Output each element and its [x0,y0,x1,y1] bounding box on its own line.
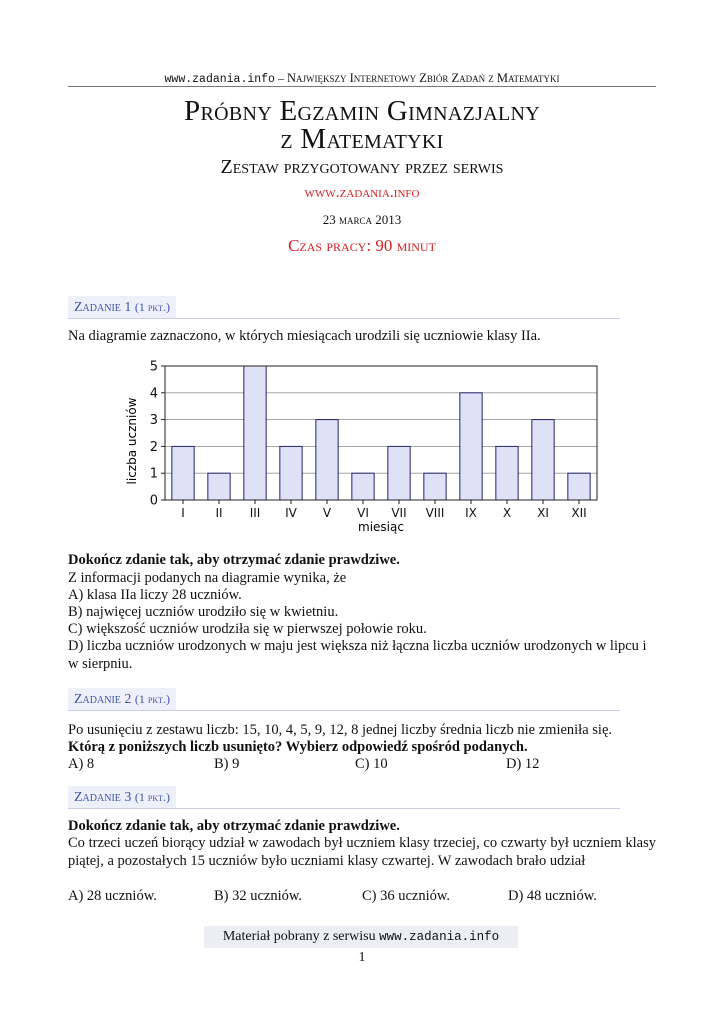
chart-x-tick-label: XII [571,506,587,520]
exam-date: 23 marca 2013 [322,212,402,227]
chart-bar-VII [388,446,410,500]
chart-bar-IX [460,393,482,500]
exam-subtitle: Zestaw przygotowany przez serwis [220,156,504,178]
task-1-rule [68,318,620,319]
task-3-answer-c[interactable]: C) 36 uczniów. [362,888,451,904]
chart-x-tick-label: VII [391,506,407,520]
chart-y-tick-label: 0 [149,493,158,509]
exam-time: Czas pracy: 90 minut [288,236,436,255]
task-2-answer-c[interactable]: C) 10 [355,756,388,772]
task-2-header [68,688,620,710]
task-2-question: Którą z poniższych liczb usunięto? Wybierz odpowiedź spośród podanych. [68,739,528,755]
chart-bar-X [496,446,518,500]
header-site[interactable]: www.zadania.info [164,73,275,86]
chart-bar-VIII [424,473,446,500]
chart-bar-III [244,366,266,500]
task-2-text: Po usunięciu z zestawu liczb: 15, 10, 4, 5, 9, 12, 8 jednej liczby średnia liczb nie zmieniła się. [68,722,613,738]
task-1-option-a[interactable]: A) klasa IIa liczy 28 uczniów. [68,587,242,603]
chart-x-tick-label: VI [357,506,369,520]
chart-x-tick-label: III [249,506,261,520]
task-1-points: (1 pkt.) [134,300,170,314]
task-1-option-c[interactable]: C) większość uczniów urodziła się w pierwszej połowie roku. [68,621,427,637]
task-1-label: Zadanie 1 [74,300,132,315]
task-3-label: Zadanie 3 [74,790,132,805]
header-rule [68,86,656,87]
task-3-header [68,786,620,808]
task-2-answer-d[interactable]: D) 12 [506,756,540,772]
task-1-label-box [68,296,176,319]
task-3-rule [68,808,620,809]
chart-bars [172,366,590,500]
chart-y-axis-label: liczba uczniów [125,397,139,485]
footer-text: Materiał pobrany z serwisu [222,929,380,944]
task-3-answer-a[interactable]: A) 28 uczniów. [68,888,157,904]
chart-x-tick-label: VIII [425,506,445,520]
chart-y-tick-label: 1 [149,466,158,482]
task-1-option-b[interactable]: B) najwięcej uczniów urodziło się w kwietniu. [68,604,339,620]
chart-y-tick-label: 2 [149,439,158,455]
chart-x-tick-label: X [502,506,512,520]
task-3-answer-b[interactable]: B) 32 uczniów. [214,888,303,904]
footer-site-link[interactable]: www.zadania.info [379,930,500,944]
chart-bar-II [208,473,230,500]
task-2-label: Zadanie 2 [74,692,132,707]
header-tagline: Największy Internetowy Zbiór Zadań z Matematyki [286,71,560,85]
task-2-points: (1 pkt.) [134,692,170,706]
task-1-header [68,296,620,318]
exam-title: Próbny Egzamin Gimnazjalny [184,95,540,127]
chart-x-tick-label: I [181,506,185,520]
task-3-answer-d[interactable]: D) 48 uczniów. [508,888,597,904]
chart-x-tick-label: II [215,506,223,520]
task-3-text: Co trzeci uczeń biorący udział w zawodach był uczniem klasy trzeciej, co czwarty był uczniem klasy piątej, a pozostałych 15 uczniów było uczniami klasy czwartej. W zawodach brało udział [68,835,656,869]
chart-y-tick-label: 3 [149,413,158,429]
chart-y-tick-label: 5 [149,359,158,375]
chart-bar-XI [532,420,554,500]
task-1-lead: Z informacji podanych na diagramie wynika, że [68,570,347,586]
task-3-label-box [68,786,176,809]
task-1-instruction: Dokończ zdanie tak, aby otrzymać zdanie prawdziwe. [68,552,400,568]
task-2-rule [68,710,620,711]
exam-title-line2: z Matematyki [280,123,444,155]
task-2-label-box [68,688,176,711]
chart-bar-IV [280,446,302,500]
page-footer [204,926,518,948]
task-1-intro: Na diagramie zaznaczono, w których miesiącach urodzili się uczniowie klasy IIa. [68,328,541,344]
page-header [68,70,656,86]
chart-bar-V [316,420,338,500]
task-2-answer-b[interactable]: B) 9 [214,756,240,772]
page-number: 1 [358,950,366,965]
exam-site-link[interactable]: www.zadania.info [304,184,420,201]
chart-x-tick-label: IV [285,506,297,520]
birth-month-chart [120,356,620,536]
chart-x-tick-label: IX [465,506,477,520]
task-3-points: (1 pkt.) [134,790,170,804]
chart-y-tick-label: 4 [149,386,158,402]
task-1-option-d[interactable]: D) liczba uczniów urodzonych w maju jest większa niż łączna liczba uczniów urodzonych w lipcu i w sierpniu. [68,638,647,672]
chart-x-tick-label: XI [537,506,549,520]
chart-x-tick-label: V [322,506,332,520]
chart-bar-I [172,446,194,500]
chart-bar-VI [352,473,374,500]
chart-x-axis-label: miesiąc [358,520,404,534]
task-3-instruction: Dokończ zdanie tak, aby otrzymać zdanie prawdziwe. [68,818,400,834]
task-2-answer-a[interactable]: A) 8 [68,756,95,772]
chart-bar-XII [568,473,590,500]
header-dash: – [274,71,287,85]
